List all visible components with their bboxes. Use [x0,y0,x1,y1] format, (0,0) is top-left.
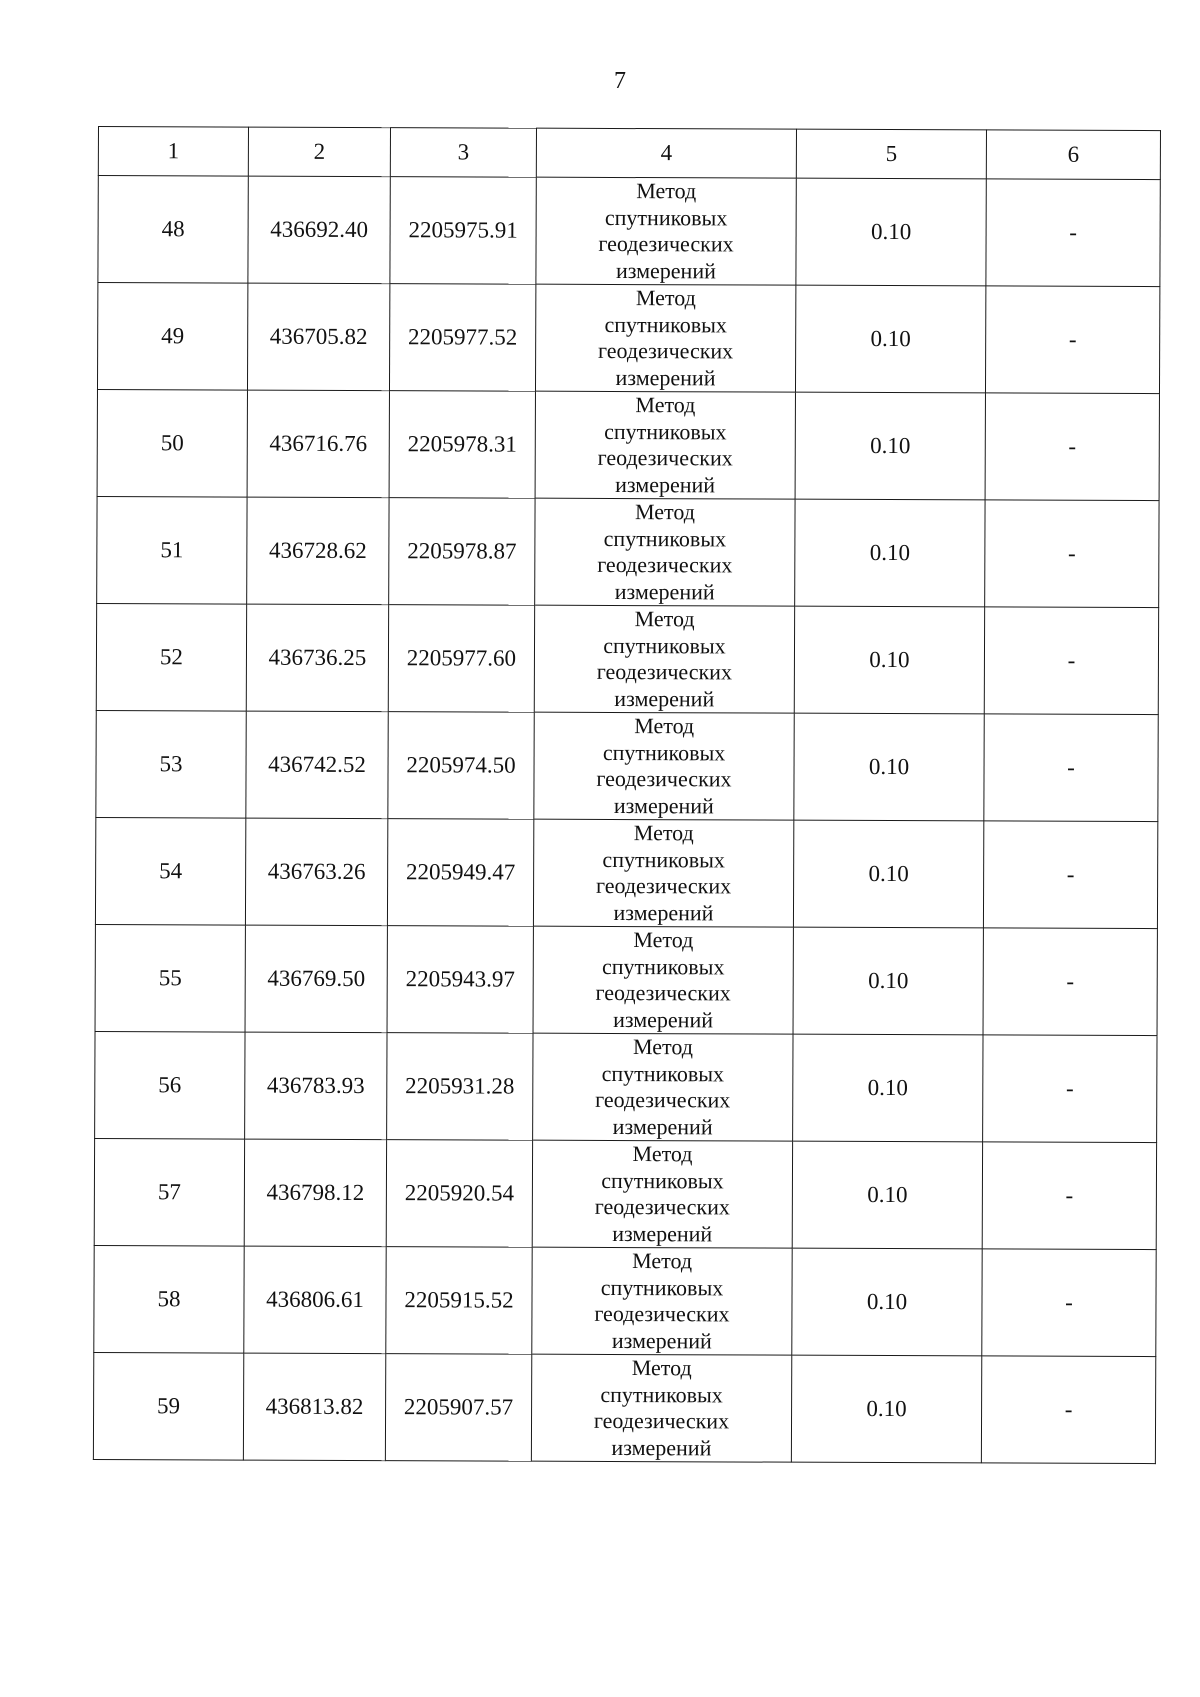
method-line: Метод [632,1248,693,1274]
method-line: спутниковых [601,953,725,979]
page-number: 7 [614,68,626,94]
accuracy-cell: 0.10 [791,1355,981,1463]
coordinate-y-cell: 2205920.54 [386,1140,532,1248]
method-line: спутниковых [600,1381,723,1407]
coordinate-y-cell: 2205915.52 [386,1247,532,1355]
point-number-cell: 59 [93,1352,243,1460]
coordinate-x-cell: 436763.26 [245,818,387,926]
point-number-cell: 53 [96,710,246,818]
note-cell: - [983,1035,1157,1143]
method-line: геодезических [595,979,731,1006]
method-line: Метод [632,1034,693,1060]
method-line: измерений [615,471,716,497]
point-number-cell: 48 [98,176,248,284]
method-line: измерений [612,1113,713,1139]
method-line: Метод [633,927,694,953]
method-line: спутниковых [604,418,727,444]
coordinate-y-cell: 2205975.91 [390,177,536,285]
method-line: геодезических [595,1086,731,1113]
point-number-cell: 56 [95,1031,245,1139]
column-number-1: 1 [98,127,248,177]
coordinate-y-cell: 2205931.28 [387,1033,533,1141]
accuracy-cell: 0.10 [794,606,984,714]
method-line: геодезических [595,872,732,899]
method-line: спутниковых [602,846,725,872]
note-cell: - [983,928,1157,1036]
coordinate-x-cell: 436716.76 [247,390,389,498]
coordinates-table [93,126,1161,1464]
method-line: измерений [613,1006,714,1032]
table-row [96,710,1158,821]
table-row [95,1031,1157,1142]
table-header-row [98,127,1160,180]
point-number-cell: 49 [97,283,247,391]
method-line: геодезических [597,551,733,578]
coordinate-x-cell: 436728.62 [247,497,389,605]
method-line: Метод [631,1355,692,1381]
point-number-cell: 58 [94,1245,244,1353]
method-line: измерений [615,257,716,283]
method-line: Метод [636,178,697,204]
note-cell: - [981,1356,1155,1464]
note-cell: - [984,714,1158,822]
point-number-cell: 54 [95,817,245,925]
method-line: геодезических [596,765,732,792]
coordinate-y-cell: 2205907.57 [385,1354,531,1462]
accuracy-cell: 0.10 [792,1248,982,1356]
coordinate-y-cell: 2205974.50 [388,712,534,820]
table-row [95,817,1157,928]
method-line: геодезических [598,230,734,257]
method-line: геодезических [598,337,734,364]
note-cell: - [986,179,1160,287]
method-cell [532,1140,792,1248]
method-cell [535,391,795,499]
column-number-4: 4 [536,128,796,178]
method-line: спутниковых [604,311,728,337]
coordinate-y-cell: 2205977.60 [388,605,534,713]
accuracy-cell: 0.10 [795,392,985,500]
method-line: геодезических [596,658,733,685]
method-line: Метод [635,499,696,525]
note-cell: - [985,393,1159,501]
column-number-2: 2 [248,127,390,177]
method-line: измерений [614,578,715,604]
note-cell: - [984,607,1158,715]
method-line: измерений [611,1434,712,1460]
method-line: измерений [611,1327,712,1353]
method-line: спутниковых [603,525,727,551]
table-row [94,1138,1156,1249]
coordinate-x-cell: 436806.61 [244,1246,386,1354]
method-line: Метод [634,606,695,632]
method-line: Метод [633,820,694,846]
method-line: спутниковых [601,1167,724,1193]
method-cell [532,1247,792,1355]
method-line: измерений [614,685,715,711]
note-cell: - [983,821,1157,929]
method-line: геодезических [594,1193,730,1220]
method-line: геодезических [597,444,733,471]
column-number-5: 5 [796,129,986,179]
coordinate-y-cell: 2205978.87 [389,498,535,606]
coordinate-x-cell: 436742.52 [246,711,388,819]
method-cell [533,819,793,927]
accuracy-cell: 0.10 [793,1034,983,1142]
note-cell: - [982,1249,1156,1357]
coordinate-y-cell: 2205977.52 [389,284,535,392]
method-line: измерений [615,364,716,390]
method-cell [533,926,793,1034]
accuracy-cell: 0.10 [793,927,983,1035]
coordinate-x-cell: 436798.12 [244,1139,386,1247]
table-row [97,389,1159,500]
method-line: измерений [612,1220,713,1246]
coordinate-y-cell: 2205978.31 [389,391,535,499]
accuracy-cell: 0.10 [795,499,985,607]
accuracy-cell: 0.10 [792,1141,982,1249]
coordinate-x-cell: 436769.50 [245,925,387,1033]
accuracy-cell: 0.10 [796,178,986,286]
table-row [97,496,1159,607]
coordinate-x-cell: 436813.82 [243,1353,385,1461]
method-line: спутниковых [601,1060,725,1086]
method-line: геодезических [593,1407,730,1434]
method-line: спутниковых [600,1274,724,1300]
note-cell: - [985,500,1159,608]
method-line: спутниковых [603,632,726,658]
method-line: спутниковых [604,204,728,230]
method-line: Метод [635,285,696,311]
column-number-6: 6 [986,130,1160,180]
table-row [94,1245,1156,1356]
table-row [97,283,1159,394]
table-row [98,176,1160,287]
point-number-cell: 51 [97,496,247,604]
column-number-3: 3 [390,128,536,178]
table-row [96,603,1158,714]
coordinate-x-cell: 436783.93 [245,1032,387,1140]
note-cell: - [985,286,1159,394]
point-number-cell: 50 [97,389,247,497]
method-cell [534,605,794,713]
method-line: Метод [635,392,696,418]
method-cell [535,284,795,392]
method-cell [531,1354,791,1462]
coordinate-y-cell: 2205949.47 [387,819,533,927]
method-cell [535,498,795,606]
accuracy-cell: 0.10 [795,285,985,393]
point-number-cell: 55 [95,924,245,1032]
coordinate-x-cell: 436705.82 [247,283,389,391]
method-line: Метод [634,713,695,739]
point-number-cell: 52 [96,603,246,711]
table-row [95,924,1157,1035]
method-cell [534,712,794,820]
point-number-cell: 57 [94,1138,244,1246]
method-line: измерений [613,792,714,818]
method-line: Метод [632,1141,693,1167]
method-line: геодезических [594,1300,730,1327]
method-cell [536,177,796,285]
method-line: спутниковых [602,739,726,765]
note-cell: - [982,1142,1156,1250]
coordinate-x-cell: 436736.25 [246,604,388,712]
accuracy-cell: 0.10 [794,713,984,821]
accuracy-cell: 0.10 [793,820,983,928]
coordinate-y-cell: 2205943.97 [387,926,533,1034]
method-cell [533,1033,793,1141]
coordinate-x-cell: 436692.40 [248,176,390,284]
table-row [93,1352,1155,1463]
method-line: измерений [613,899,714,925]
